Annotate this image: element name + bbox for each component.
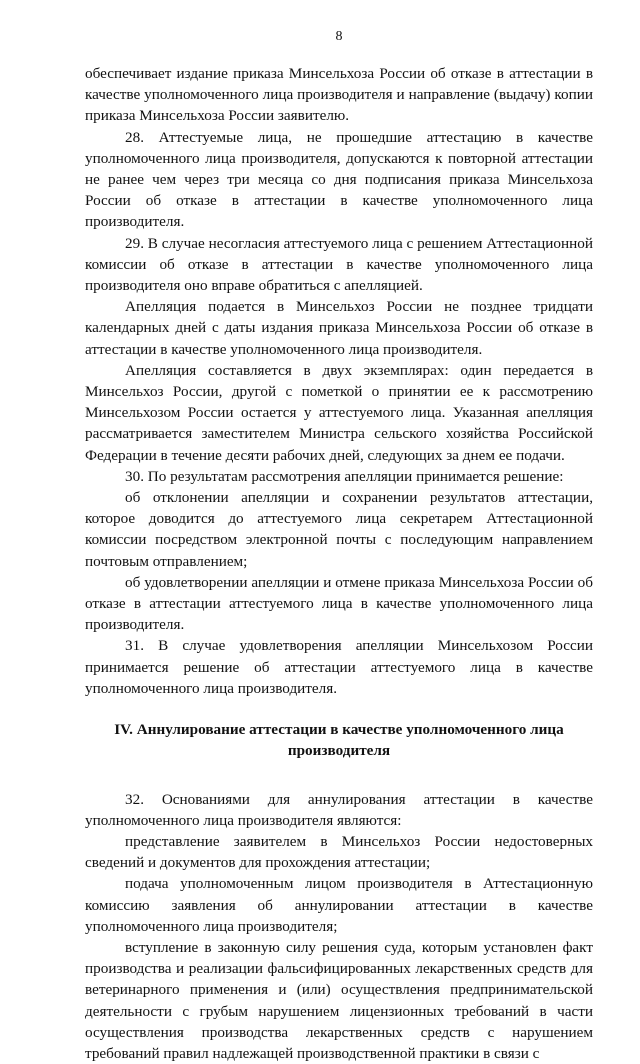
paragraph-28: 28. Аттестуемые лица, не прошедшие аттестацию в качестве уполномоченного лица производителя, допускаются к повторной аттестации не ранее чем через три месяца со дня подписания приказа Минсельхоза России об отказе в аттестации в качестве уполномоченного лица производителя. [85,128,593,231]
paragraph-self-request: подача уполномоченным лицом производителя в Аттестационную комиссию заявления об аннулировании аттестации в качестве уполномоченного лица производителя; [85,875,593,935]
paragraph-appeal-rejection: об отклонении апелляции и сохранении результатов аттестации, которое доводится до аттестуемого лица секретарем Аттестационной комиссии посредством электронной почты с последующим направлением почтовым отправлением; [85,489,593,570]
paragraph-continuation: обеспечивает издание приказа Минсельхоза России об отказе в аттестации в качестве уполномоченного лица производителя и направление (выдачу) копии приказа Минсельхоза России заявителю. [85,65,593,125]
paragraph-30: 30. По результатам рассмотрения апелляции принимается решение: [125,467,564,485]
paragraph-31: 31. В случае удовлетворения апелляции Минсельхозом России принимается решение об аттестации аттестуемого лица в качестве уполномоченного лица производителя. [85,637,593,697]
section-heading: IV. Аннулирование аттестации в качестве уполномоченного лица производителя [114,721,564,760]
paragraph-appeal-approval: об удовлетворении апелляции и отмене приказа Минсельхоза России об отказе в аттестации аттестуемого лица в качестве уполномоченного лица производителя. [85,573,593,634]
paragraph-court-decision: вступление в законную силу решения суда, которым установлен факт производства и реализации фальсифицированных лекарственных средств для ветеринарного применения и (или) осуществления предпринимательской деятельности с грубым нарушением лицензионных требований в части осуществления производства лекарственных средств с нарушением требований правил надлежащей производственной практики в связи с [85,938,593,1062]
page-number: 8 [335,29,343,44]
paragraph-false-info: представление заявителем в Минсельхоз России недостоверных сведений и документов для прохождения аттестации; [85,832,593,872]
paragraph-appeal-deadline: Апелляция подается в Минсельхоз России не позднее тридцати календарных дней с даты издания приказа Минсельхоза России об отказе в аттестации в качестве уполномоченного лица производителя. [85,298,593,358]
paragraph-32: 32. Основаниями для аннулирования аттестации в качестве уполномоченного лица производителя являются: [85,790,593,829]
paragraph-appeal-copies: Апелляция составляется в двух экземплярах: один передается в Минсельхоз России, другой с пометкой о принятии ее к рассмотрению Минсельхозом России остается у аттестуемого лица. Указанная апелляция рассматривается заместителем Министра сельского хозяйства Российской Федерации в течение десяти рабочих дней, следующих за днем ее подачи. [85,361,593,464]
paragraph-29: 29. В случае несогласия аттестуемого лица с решением Аттестационной комиссии об отказе в аттестации в качестве уполномоченного лица производителя оно вправе обратиться с апелляцией. [85,234,593,295]
document-page [85,28,593,1064]
